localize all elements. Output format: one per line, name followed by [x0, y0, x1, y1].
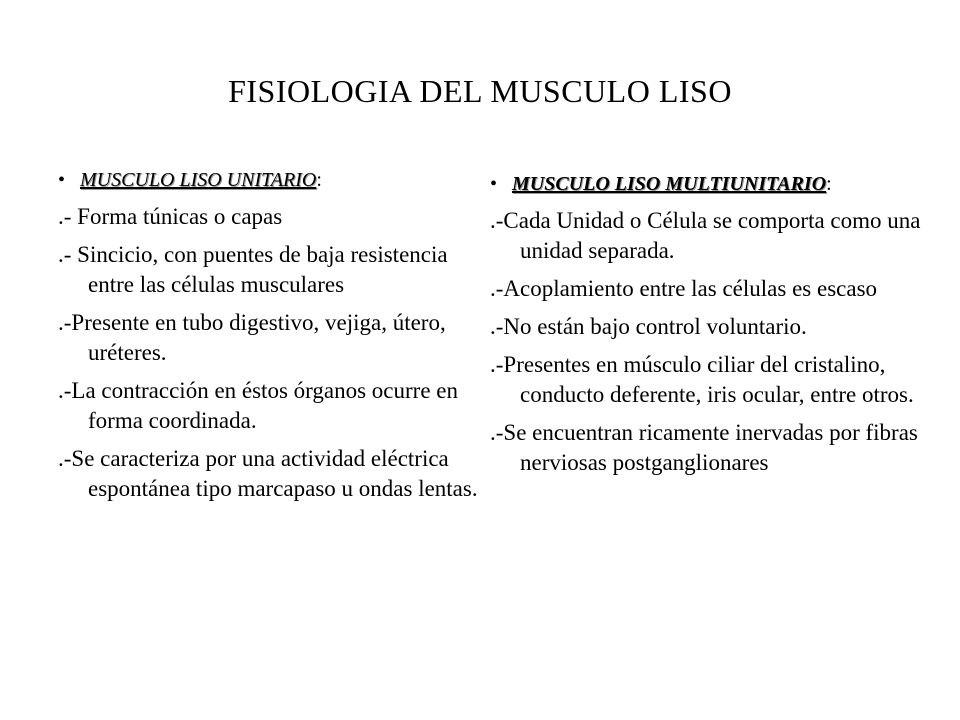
- left-item: .- Forma túnicas o capas: [58, 204, 283, 229]
- right-item: .-Se encuentran ricamente inervadas por fibras nerviosas postganglionares: [490, 420, 918, 475]
- right-item: .-No están bajo control voluntario.: [490, 314, 807, 339]
- right-item: .-Presentes en músculo ciliar del cristalino, conducto deferente, iris ocular, entre otros.: [490, 352, 914, 407]
- left-heading-text: MUSCULO LISO UNITARIO: [80, 169, 317, 191]
- bullet-icon: •: [490, 173, 498, 195]
- left-heading-colon: :: [316, 169, 322, 191]
- left-item: .-Se caracteriza por una actividad eléctrica espontánea tipo marcapaso u ondas lentas.: [58, 446, 478, 501]
- left-item: .-Presente en tubo digestivo, vejiga, útero, uréteres.: [58, 310, 446, 365]
- right-item: .-Acoplamiento entre las células es escaso: [490, 276, 878, 301]
- left-column: [58, 168, 478, 512]
- right-heading: [490, 172, 950, 196]
- slide-title: FISIOLOGIA DEL MUSCULO LISO: [228, 73, 732, 109]
- left-heading: [58, 168, 478, 192]
- right-column: [490, 172, 950, 486]
- right-item: .-Cada Unidad o Célula se comporta como una unidad separada.: [490, 208, 921, 263]
- left-item: .-La contracción en éstos órganos ocurre en forma coordinada.: [58, 378, 458, 433]
- bullet-icon: •: [58, 169, 66, 191]
- right-heading-text: MUSCULO LISO MULTIUNITARIO: [512, 173, 827, 195]
- right-heading-colon: :: [826, 173, 832, 195]
- left-item: .- Sincicio, con puentes de baja resistencia entre las células musculares: [58, 242, 448, 297]
